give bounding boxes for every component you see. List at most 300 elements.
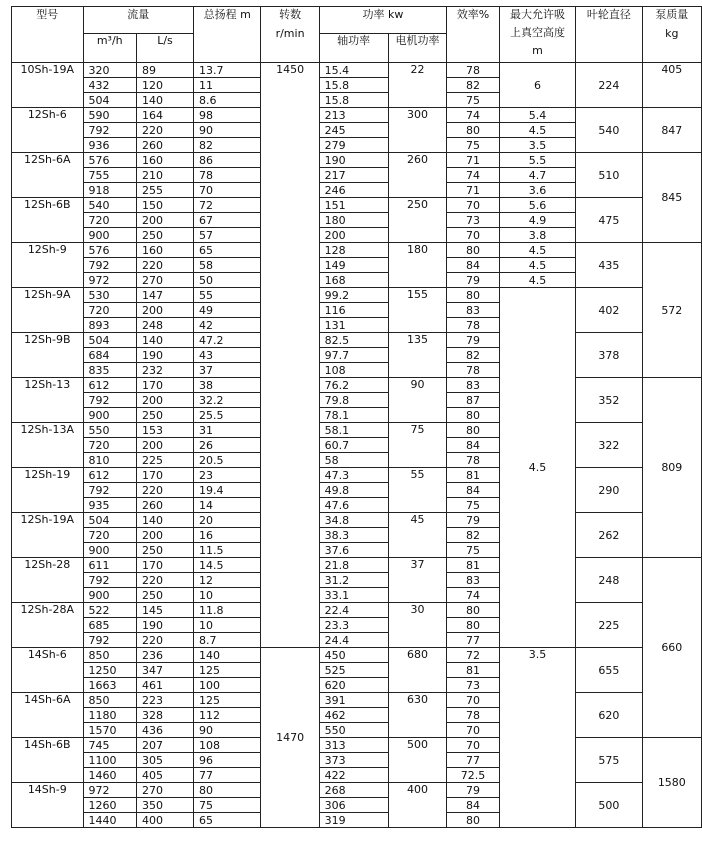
head-cell: 90: [194, 123, 261, 138]
head-cell: 70: [194, 183, 261, 198]
header-impeller: 叶轮直径: [576, 7, 642, 63]
shaft-power-cell: 373: [319, 753, 388, 768]
suction-height-cell: 5.4: [499, 108, 575, 123]
efficiency-cell: 83: [447, 573, 499, 588]
flow-m3h-cell: 720: [83, 213, 136, 228]
efficiency-cell: 77: [447, 753, 499, 768]
table-row: [12, 153, 702, 168]
table-row: [12, 693, 702, 708]
table-row: [12, 108, 702, 123]
flow-m3h-cell: 835: [83, 363, 136, 378]
head-cell: 98: [194, 108, 261, 123]
shaft-power-cell: 38.3: [319, 528, 388, 543]
flow-ls-cell: 436: [136, 723, 193, 738]
head-cell: 25.5: [194, 408, 261, 423]
shaft-power-cell: 24.4: [319, 633, 388, 648]
table-row: [12, 63, 702, 78]
flow-m3h-cell: 550: [83, 423, 136, 438]
flow-ls-cell: 250: [136, 543, 193, 558]
flow-ls-cell: 225: [136, 453, 193, 468]
shaft-power-cell: 151: [319, 198, 388, 213]
model-cell: 12Sh-13A: [12, 423, 84, 468]
head-cell: 23: [194, 468, 261, 483]
flow-m3h-cell: 755: [83, 168, 136, 183]
efficiency-cell: 80: [447, 243, 499, 258]
header-suction-line2: 上真空高度: [510, 26, 565, 39]
table-row: [12, 378, 702, 393]
header-efficiency: 效率%: [447, 7, 499, 63]
model-cell: 12Sh-19: [12, 468, 84, 513]
efficiency-cell: 82: [447, 78, 499, 93]
head-cell: 50: [194, 273, 261, 288]
table-row: [12, 333, 702, 348]
impeller-diameter-cell: 262: [576, 513, 642, 558]
flow-ls-cell: 220: [136, 633, 193, 648]
table-row: [12, 738, 702, 753]
flow-ls-cell: 150: [136, 198, 193, 213]
flow-m3h-cell: 893: [83, 318, 136, 333]
head-cell: 80: [194, 783, 261, 798]
header-motor-power: 电机功率: [388, 34, 447, 63]
impeller-diameter-cell: 500: [576, 783, 642, 828]
table-row: [12, 783, 702, 798]
efficiency-cell: 80: [447, 603, 499, 618]
flow-ls-cell: 270: [136, 783, 193, 798]
pump-weight-cell: 809: [642, 378, 701, 558]
suction-height-cell: 4.5: [499, 258, 575, 273]
head-cell: 75: [194, 798, 261, 813]
efficiency-cell: 83: [447, 303, 499, 318]
flow-m3h-cell: 504: [83, 93, 136, 108]
flow-m3h-cell: 1440: [83, 813, 136, 828]
flow-ls-cell: 207: [136, 738, 193, 753]
impeller-diameter-cell: 225: [576, 603, 642, 648]
flow-ls-cell: 210: [136, 168, 193, 183]
motor-power-cell: 75: [388, 423, 447, 468]
shaft-power-cell: 306: [319, 798, 388, 813]
efficiency-cell: 80: [447, 813, 499, 828]
head-cell: 13.7: [194, 63, 261, 78]
flow-ls-cell: 170: [136, 468, 193, 483]
efficiency-cell: 84: [447, 258, 499, 273]
head-cell: 96: [194, 753, 261, 768]
head-cell: 10: [194, 588, 261, 603]
table-row: [12, 513, 702, 528]
flow-m3h-cell: 720: [83, 303, 136, 318]
table-row: [12, 558, 702, 573]
pump-weight-cell: 847: [642, 108, 701, 153]
shaft-power-cell: 99.2: [319, 288, 388, 303]
impeller-diameter-cell: 475: [576, 198, 642, 243]
efficiency-cell: 83: [447, 378, 499, 393]
model-cell: 14Sh-6: [12, 648, 84, 693]
head-cell: 19.4: [194, 483, 261, 498]
suction-height-cell: 4.5: [499, 123, 575, 138]
header-suction: [499, 7, 575, 63]
flow-m3h-cell: 576: [83, 153, 136, 168]
impeller-diameter-cell: 510: [576, 153, 642, 198]
flow-m3h-cell: 900: [83, 228, 136, 243]
model-cell: 12Sh-28: [12, 558, 84, 603]
efficiency-cell: 73: [447, 213, 499, 228]
suction-height-cell: 4.9: [499, 213, 575, 228]
motor-power-cell: 135: [388, 333, 447, 378]
head-cell: 8.6: [194, 93, 261, 108]
head-cell: 58: [194, 258, 261, 273]
flow-ls-cell: 260: [136, 498, 193, 513]
flow-ls-cell: 350: [136, 798, 193, 813]
shaft-power-cell: 47.6: [319, 498, 388, 513]
efficiency-cell: 75: [447, 93, 499, 108]
efficiency-cell: 75: [447, 138, 499, 153]
flow-m3h-cell: 972: [83, 273, 136, 288]
flow-ls-cell: 190: [136, 618, 193, 633]
impeller-diameter-cell: 248: [576, 558, 642, 603]
flow-m3h-cell: 684: [83, 348, 136, 363]
flow-m3h-cell: 432: [83, 78, 136, 93]
header-speed: [261, 7, 319, 63]
shaft-power-cell: 620: [319, 678, 388, 693]
efficiency-cell: 79: [447, 513, 499, 528]
flow-ls-cell: 220: [136, 573, 193, 588]
efficiency-cell: 78: [447, 63, 499, 78]
efficiency-cell: 70: [447, 228, 499, 243]
pump-weight-cell: 405: [642, 63, 701, 108]
motor-power-cell: 55: [388, 468, 447, 513]
efficiency-cell: 77: [447, 633, 499, 648]
impeller-diameter-cell: 290: [576, 468, 642, 513]
shaft-power-cell: 108: [319, 363, 388, 378]
shaft-power-cell: 217: [319, 168, 388, 183]
impeller-diameter-cell: 620: [576, 693, 642, 738]
flow-ls-cell: 147: [136, 288, 193, 303]
pump-weight-cell: 660: [642, 558, 701, 738]
shaft-power-cell: 462: [319, 708, 388, 723]
head-cell: 26: [194, 438, 261, 453]
flow-ls-cell: 236: [136, 648, 193, 663]
model-cell: 12Sh-9: [12, 243, 84, 288]
shaft-power-cell: 60.7: [319, 438, 388, 453]
efficiency-cell: 78: [447, 363, 499, 378]
header-power: 功率 kw: [319, 7, 447, 34]
motor-power-cell: 155: [388, 288, 447, 333]
head-cell: 10: [194, 618, 261, 633]
shaft-power-cell: 47.3: [319, 468, 388, 483]
shaft-power-cell: 15.8: [319, 93, 388, 108]
efficiency-cell: 84: [447, 798, 499, 813]
model-cell: 12Sh-19A: [12, 513, 84, 558]
efficiency-cell: 80: [447, 618, 499, 633]
flow-ls-cell: 400: [136, 813, 193, 828]
flow-m3h-cell: 576: [83, 243, 136, 258]
header-speed-unit: r/min: [275, 27, 305, 40]
shaft-power-cell: 391: [319, 693, 388, 708]
flow-ls-cell: 153: [136, 423, 193, 438]
flow-m3h-cell: 792: [83, 633, 136, 648]
suction-height-cell: 4.7: [499, 168, 575, 183]
head-cell: 11.8: [194, 603, 261, 618]
shaft-power-cell: 313: [319, 738, 388, 753]
header-suction-unit: m: [532, 44, 543, 57]
shaft-power-cell: 76.2: [319, 378, 388, 393]
head-cell: 125: [194, 693, 261, 708]
flow-m3h-cell: 504: [83, 333, 136, 348]
pump-weight-cell: 1580: [642, 738, 701, 828]
head-cell: 100: [194, 678, 261, 693]
shaft-power-cell: 116: [319, 303, 388, 318]
head-cell: 37: [194, 363, 261, 378]
flow-ls-cell: 164: [136, 108, 193, 123]
flow-ls-cell: 260: [136, 138, 193, 153]
suction-height-cell: 3.8: [499, 228, 575, 243]
flow-m3h-cell: 935: [83, 498, 136, 513]
flow-m3h-cell: 900: [83, 543, 136, 558]
table-row: [12, 648, 702, 663]
impeller-diameter-cell: 224: [576, 63, 642, 108]
flow-m3h-cell: 1260: [83, 798, 136, 813]
flow-m3h-cell: 936: [83, 138, 136, 153]
header-flow-m3h: m³/h: [83, 34, 136, 63]
flow-ls-cell: 140: [136, 513, 193, 528]
head-cell: 8.7: [194, 633, 261, 648]
head-cell: 140: [194, 648, 261, 663]
flow-m3h-cell: 590: [83, 108, 136, 123]
efficiency-cell: 70: [447, 198, 499, 213]
model-cell: 12Sh-6B: [12, 198, 84, 243]
motor-power-cell: 250: [388, 198, 447, 243]
flow-ls-cell: 120: [136, 78, 193, 93]
flow-m3h-cell: 1180: [83, 708, 136, 723]
head-cell: 20: [194, 513, 261, 528]
head-cell: 11: [194, 78, 261, 93]
head-cell: 125: [194, 663, 261, 678]
motor-power-cell: 30: [388, 603, 447, 648]
efficiency-cell: 78: [447, 453, 499, 468]
flow-ls-cell: 145: [136, 603, 193, 618]
impeller-diameter-cell: 402: [576, 288, 642, 333]
flow-m3h-cell: 1460: [83, 768, 136, 783]
efficiency-cell: 72.5: [447, 768, 499, 783]
shaft-power-cell: 58.1: [319, 423, 388, 438]
header-flow-ls: L/s: [136, 34, 193, 63]
motor-power-cell: 300: [388, 108, 447, 153]
flow-ls-cell: 250: [136, 588, 193, 603]
pump-weight-cell: 845: [642, 153, 701, 243]
table-row: [12, 603, 702, 618]
flow-m3h-cell: 504: [83, 513, 136, 528]
flow-ls-cell: 140: [136, 333, 193, 348]
flow-m3h-cell: 792: [83, 393, 136, 408]
motor-power-cell: 45: [388, 513, 447, 558]
flow-m3h-cell: 530: [83, 288, 136, 303]
motor-power-cell: 500: [388, 738, 447, 783]
flow-m3h-cell: 745: [83, 738, 136, 753]
shaft-power-cell: 22.4: [319, 603, 388, 618]
efficiency-cell: 80: [447, 408, 499, 423]
flow-ls-cell: 140: [136, 93, 193, 108]
efficiency-cell: 81: [447, 663, 499, 678]
table-row: [12, 423, 702, 438]
flow-m3h-cell: 522: [83, 603, 136, 618]
header-flow: 流量: [83, 7, 193, 34]
efficiency-cell: 78: [447, 708, 499, 723]
head-cell: 108: [194, 738, 261, 753]
flow-m3h-cell: 792: [83, 483, 136, 498]
shaft-power-cell: 180: [319, 213, 388, 228]
shaft-power-cell: 78.1: [319, 408, 388, 423]
head-cell: 49: [194, 303, 261, 318]
header-weight: [642, 7, 701, 63]
flow-m3h-cell: 792: [83, 123, 136, 138]
suction-height-cell: 5.6: [499, 198, 575, 213]
flow-ls-cell: 160: [136, 243, 193, 258]
flow-m3h-cell: 1663: [83, 678, 136, 693]
shaft-power-cell: 550: [319, 723, 388, 738]
motor-power-cell: 180: [388, 243, 447, 288]
shaft-power-cell: 79.8: [319, 393, 388, 408]
model-cell: 12Sh-9A: [12, 288, 84, 333]
flow-ls-cell: 220: [136, 483, 193, 498]
flow-ls-cell: 220: [136, 258, 193, 273]
suction-height-cell: 6: [499, 63, 575, 108]
flow-ls-cell: 305: [136, 753, 193, 768]
flow-m3h-cell: 612: [83, 378, 136, 393]
flow-ls-cell: 250: [136, 228, 193, 243]
head-cell: 57: [194, 228, 261, 243]
flow-ls-cell: 200: [136, 393, 193, 408]
efficiency-cell: 71: [447, 183, 499, 198]
table-row: [12, 198, 702, 213]
efficiency-cell: 84: [447, 438, 499, 453]
flow-m3h-cell: 850: [83, 693, 136, 708]
efficiency-cell: 82: [447, 348, 499, 363]
motor-power-cell: 22: [388, 63, 447, 108]
shaft-power-cell: 319: [319, 813, 388, 828]
head-cell: 42: [194, 318, 261, 333]
efficiency-cell: 81: [447, 558, 499, 573]
shaft-power-cell: 23.3: [319, 618, 388, 633]
flow-m3h-cell: 900: [83, 588, 136, 603]
flow-m3h-cell: 685: [83, 618, 136, 633]
flow-m3h-cell: 611: [83, 558, 136, 573]
suction-height-cell: 5.5: [499, 153, 575, 168]
motor-power-cell: 260: [388, 153, 447, 198]
table-row: [12, 468, 702, 483]
efficiency-cell: 74: [447, 168, 499, 183]
efficiency-cell: 78: [447, 318, 499, 333]
flow-m3h-cell: 918: [83, 183, 136, 198]
head-cell: 38: [194, 378, 261, 393]
header-speed-label: 转数: [279, 8, 302, 21]
flow-m3h-cell: 792: [83, 573, 136, 588]
head-cell: 32.2: [194, 393, 261, 408]
head-cell: 65: [194, 243, 261, 258]
shaft-power-cell: 82.5: [319, 333, 388, 348]
shaft-power-cell: 149: [319, 258, 388, 273]
suction-height-cell: 3.6: [499, 183, 575, 198]
header-weight-unit: kg: [665, 27, 679, 40]
table-row: [12, 243, 702, 258]
efficiency-cell: 84: [447, 483, 499, 498]
flow-m3h-cell: 810: [83, 453, 136, 468]
flow-ls-cell: 405: [136, 768, 193, 783]
flow-ls-cell: 200: [136, 528, 193, 543]
efficiency-cell: 79: [447, 783, 499, 798]
head-cell: 16: [194, 528, 261, 543]
model-cell: 10Sh-19A: [12, 63, 84, 108]
motor-power-cell: 37: [388, 558, 447, 603]
head-cell: 72: [194, 198, 261, 213]
flow-m3h-cell: 792: [83, 258, 136, 273]
header-shaft-power: 轴功率: [319, 34, 388, 63]
impeller-diameter-cell: 378: [576, 333, 642, 378]
shaft-power-cell: 49.8: [319, 483, 388, 498]
speed-cell: 1470: [261, 648, 319, 828]
flow-m3h-cell: 1250: [83, 663, 136, 678]
suction-height-cell: 3.5: [499, 138, 575, 153]
head-cell: 12: [194, 573, 261, 588]
efficiency-cell: 72: [447, 648, 499, 663]
head-cell: 14.5: [194, 558, 261, 573]
flow-ls-cell: 190: [136, 348, 193, 363]
shaft-power-cell: 246: [319, 183, 388, 198]
header-head: 总扬程 m: [194, 7, 261, 63]
flow-ls-cell: 461: [136, 678, 193, 693]
flow-ls-cell: 89: [136, 63, 193, 78]
head-cell: 14: [194, 498, 261, 513]
header-model: 型号: [12, 7, 84, 63]
impeller-diameter-cell: 540: [576, 108, 642, 153]
efficiency-cell: 75: [447, 498, 499, 513]
flow-ls-cell: 270: [136, 273, 193, 288]
suction-height-cell: 4.5: [499, 243, 575, 258]
flow-ls-cell: 223: [136, 693, 193, 708]
shaft-power-cell: 245: [319, 123, 388, 138]
shaft-power-cell: 128: [319, 243, 388, 258]
suction-height-cell: 4.5: [499, 273, 575, 288]
shaft-power-cell: 279: [319, 138, 388, 153]
flow-ls-cell: 220: [136, 123, 193, 138]
shaft-power-cell: 15.4: [319, 63, 388, 78]
head-cell: 77: [194, 768, 261, 783]
motor-power-cell: 680: [388, 648, 447, 693]
flow-m3h-cell: 720: [83, 528, 136, 543]
flow-ls-cell: 200: [136, 303, 193, 318]
flow-m3h-cell: 972: [83, 783, 136, 798]
efficiency-cell: 82: [447, 528, 499, 543]
speed-cell: 1450: [261, 63, 319, 648]
head-cell: 55: [194, 288, 261, 303]
flow-m3h-cell: 320: [83, 63, 136, 78]
model-cell: 12Sh-9B: [12, 333, 84, 378]
shaft-power-cell: 190: [319, 153, 388, 168]
head-cell: 20.5: [194, 453, 261, 468]
model-cell: 12Sh-28A: [12, 603, 84, 648]
shaft-power-cell: 422: [319, 768, 388, 783]
flow-m3h-cell: 540: [83, 198, 136, 213]
efficiency-cell: 80: [447, 423, 499, 438]
flow-m3h-cell: 850: [83, 648, 136, 663]
shaft-power-cell: 15.8: [319, 78, 388, 93]
flow-ls-cell: 248: [136, 318, 193, 333]
model-cell: 12Sh-13: [12, 378, 84, 423]
flow-ls-cell: 200: [136, 438, 193, 453]
flow-ls-cell: 250: [136, 408, 193, 423]
pump-spec-table: [11, 6, 702, 828]
head-cell: 78: [194, 168, 261, 183]
shaft-power-cell: 168: [319, 273, 388, 288]
efficiency-cell: 73: [447, 678, 499, 693]
